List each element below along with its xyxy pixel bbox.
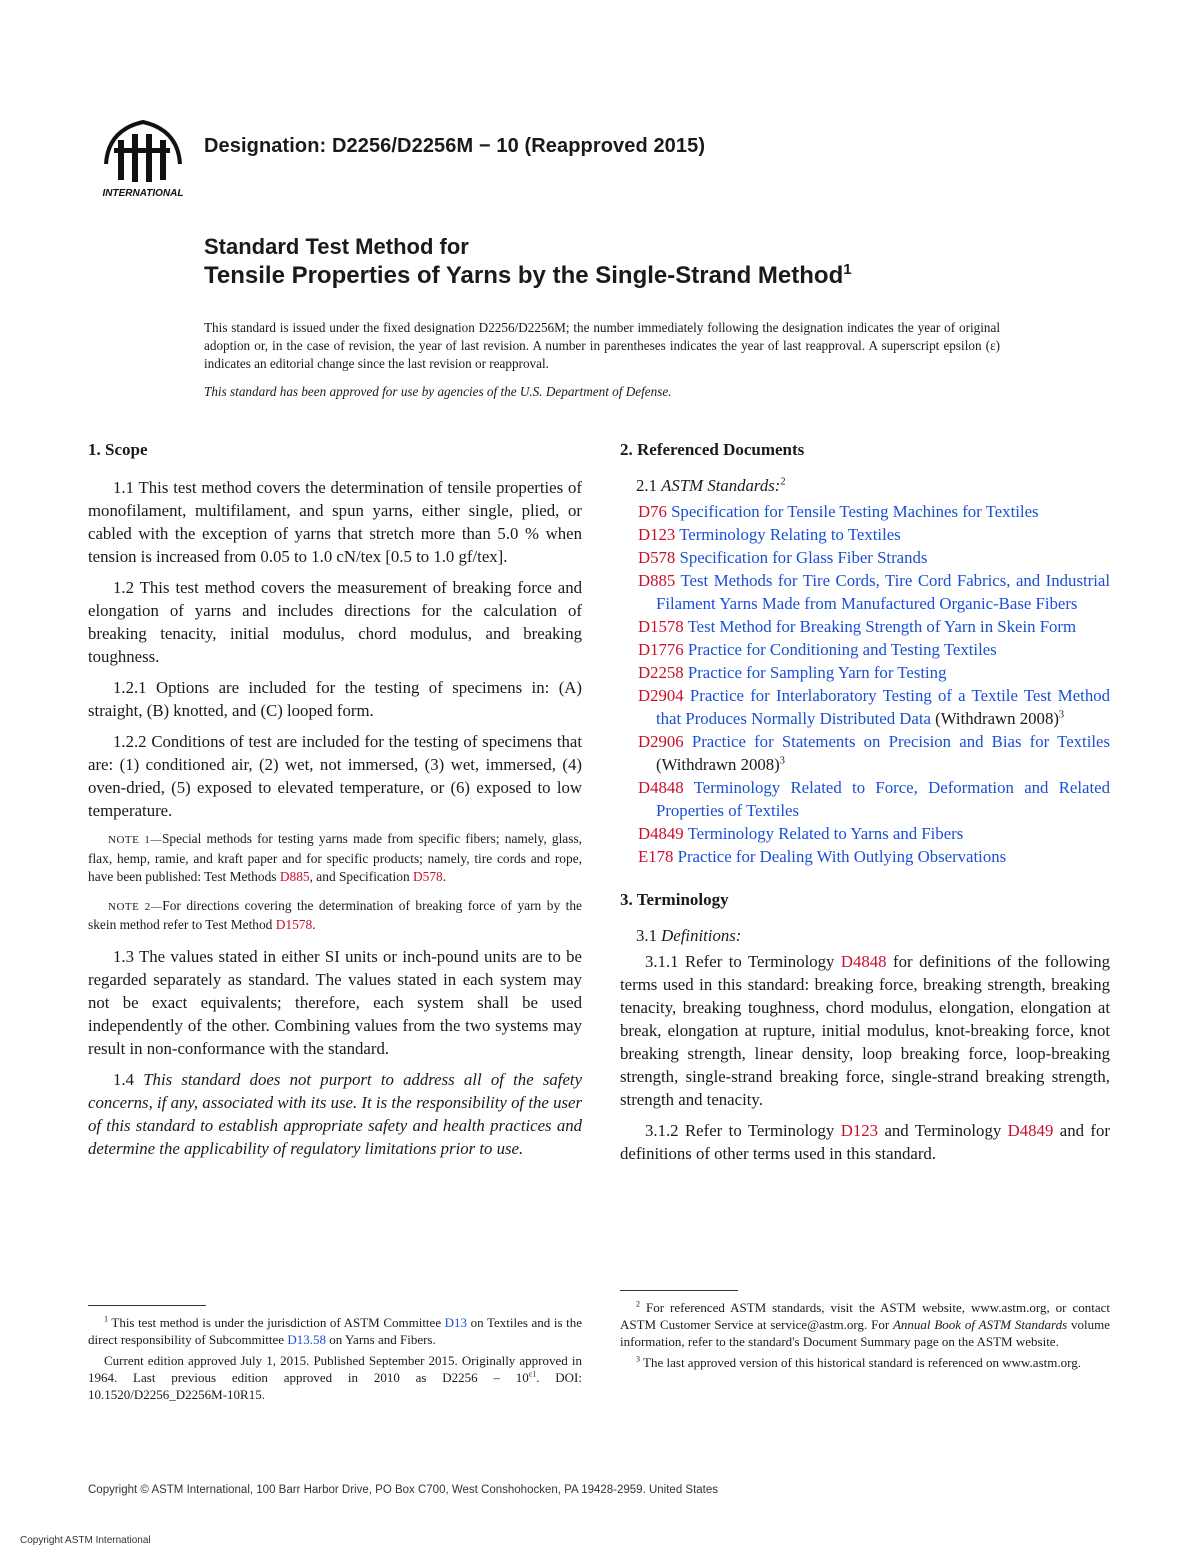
- ref-link-d4848[interactable]: D4848: [840, 952, 887, 971]
- epsilon-mark: ε1: [528, 1369, 537, 1379]
- para-1-3: 1.3 The values stated in either SI units or inch-pound units are to be regarded separately as standard. The values stated in each system may not be exact equivalents; therefore, each system shall be used independently of the other. Combining values from the two systems may result in non-conformance with the standard.: [88, 946, 582, 1058]
- para-3-1-2: [620, 1119, 1110, 1165]
- subcommittee-link-d13-58[interactable]: D13.58: [287, 1332, 326, 1347]
- footnote-3-mark: 3: [636, 1354, 641, 1364]
- doc-title-link[interactable]: Practice for Interlaboratory Testing of a Textile Test Method that Produces Normally Distributed Data: [656, 686, 1110, 728]
- footnote-2: [620, 1299, 1110, 1350]
- committee-link-d13[interactable]: D13: [444, 1315, 468, 1330]
- referenced-heading: 2. Referenced Documents: [620, 440, 805, 459]
- doc-withdrawn-note: (Withdrawn 2008): [930, 709, 1059, 728]
- referenced-document-item: [638, 638, 1110, 661]
- note-1-text-b: , and Specification: [309, 869, 413, 884]
- para-1-2-2: 1.2.2 Conditions of test are included for the testing of specimens that are: (1) conditioned air, (2) wet, not immersed, (3) wet, immersed, (4) oven-dried, (5) exposed to elevated temperature, or (6) exposed to low temperature.: [88, 732, 582, 820]
- footnote-rule-left: [88, 1305, 206, 1306]
- referenced-document-item: [638, 845, 1110, 868]
- doc-title-link[interactable]: Test Method for Breaking Strength of Yarn in Skein Form: [683, 617, 1077, 636]
- logo-subtitle: INTERNATIONAL: [102, 188, 184, 199]
- doc-withdrawn-note: (Withdrawn 2008): [656, 755, 780, 774]
- footnote-1-text-b: on Textiles and is the direct responsibility of Subcommittee: [88, 1315, 582, 1347]
- doi-text: . DOI: 10.1520/D2256_D2256M-10R15.: [88, 1370, 582, 1402]
- para-1-4-number: 1.4: [113, 1069, 144, 1089]
- doc-title-link[interactable]: Test Methods for Tire Cords, Tire Cord Fabrics, and Industrial Filament Yarns Made from Manufactured Organic-Base Fibers: [656, 571, 1110, 613]
- right-footnotes: [620, 1290, 1110, 1375]
- scope-heading: 1. Scope: [88, 440, 148, 459]
- referenced-document-item: [638, 523, 1110, 546]
- note-1: [88, 830, 582, 887]
- ref-link-d578[interactable]: D578: [412, 869, 443, 884]
- note-2-text-b: .: [312, 917, 316, 932]
- ref-link-d123[interactable]: D123: [840, 1121, 879, 1140]
- standard-issuance-note: This standard is issued under the fixed designation D2256/D2256M; the number immediately following the designation indicates the year of original adoption or, in the case of revision, the year of last revision. A number in parentheses indicates the year of last reapproval. A superscript epsilon (ε) indicates an editorial change since the last revision or reapproval.: [204, 320, 1000, 371]
- note-2-text: For directions covering the determination of breaking force of yarn by the skein method refer to Test Method: [88, 897, 583, 932]
- doc-footnote-mark: 3: [1058, 709, 1065, 721]
- copyright-line: Copyright © ASTM International, 100 Barr Harbor Drive, PO Box C700, West Conshohocken, PA 19428-2959. United States: [88, 1484, 719, 1496]
- title-footnote-mark: 1: [843, 261, 852, 278]
- title-line-2: [204, 262, 852, 290]
- para-3-1-2-text: 3.1.2 Refer to Terminology: [645, 1121, 841, 1140]
- doc-title-link[interactable]: Terminology Relating to Textiles: [675, 525, 901, 544]
- doc-title-link[interactable]: Specification for Tensile Testing Machines for Textiles: [666, 502, 1039, 521]
- referenced-document-item: [638, 730, 1110, 776]
- annual-book-title: Annual Book of ASTM Standards: [892, 1317, 1068, 1332]
- referenced-documents-list: [620, 500, 1110, 868]
- para-3-1-1-text-b: for definitions of the following terms used in this standard: breaking force, breaking strength, breaking tenacity, breaking toughness, chord modulus, elongation, elongation at break, elongation at rupture, initial modulus, knot-breaking force, knot breaking strength, linear density, loop breaking force, loop-breaking strength, single-strand breaking force, single-strand breaking strength, strength and tenacity.: [620, 952, 1110, 1109]
- doc-code-link[interactable]: D76: [638, 502, 667, 521]
- referenced-document-item: [638, 546, 1110, 569]
- sub-2-1-footnote-mark: 2: [780, 476, 786, 488]
- doc-code-link[interactable]: D1776: [638, 640, 684, 659]
- referenced-document-item: [638, 684, 1110, 730]
- referenced-document-item: [638, 822, 1110, 845]
- footnote-2-text-b: volume information, refer to the standard's Document Summary page on the ASTM website.: [620, 1317, 1111, 1349]
- doc-footnote-mark: 3: [779, 755, 785, 767]
- para-1-4: [88, 1068, 582, 1160]
- referenced-document-item: [638, 615, 1110, 638]
- doc-title-link[interactable]: Practice for Sampling Yarn for Testing: [683, 663, 947, 682]
- footnote-3: [620, 1354, 1110, 1371]
- copyright-small: Copyright ASTM International: [20, 1535, 151, 1546]
- title-text: Tensile Properties of Yarns by the Single-Strand Method: [204, 262, 844, 289]
- footnote-1-edition: [88, 1352, 582, 1403]
- note-2: [88, 897, 582, 935]
- title-line-1: Standard Test Method for: [204, 234, 469, 259]
- para-1-2: 1.2 This test method covers the measurement of breaking force and elongation of yarns and includes directions for the calculation of breaking tenacity, initial modulus, chord modulus, and breaking toughness.: [88, 578, 582, 666]
- doc-code-link[interactable]: D2904: [638, 686, 684, 705]
- footnote-1-text-c: on Yarns and Fibers.: [325, 1332, 436, 1347]
- doc-title-link[interactable]: Practice for Statements on Precision and Bias for Textiles: [683, 732, 1110, 751]
- para-3-1-1-text: 3.1.1 Refer to Terminology: [645, 952, 841, 971]
- para-3-1-1: [620, 950, 1110, 1111]
- doc-code-link[interactable]: D578: [638, 548, 676, 567]
- doc-code-link[interactable]: D123: [638, 525, 676, 544]
- doc-title-link[interactable]: Practice for Conditioning and Testing Textiles: [683, 640, 997, 659]
- ref-link-d885[interactable]: D885: [279, 869, 310, 884]
- ref-link-d1578[interactable]: D1578: [275, 917, 313, 932]
- right-column: [620, 440, 1110, 1173]
- referenced-document-item: [638, 569, 1110, 615]
- doc-title-link[interactable]: Specification for Glass Fiber Strands: [675, 548, 928, 567]
- para-1-4-text: This standard does not purport to address all of the safety concerns, if any, associated with its use. It is the responsibility of the user of this standard to establish appropriate safety and health practices and determine the applicability of regulatory limitations prior to use.: [88, 1069, 583, 1158]
- ref-link-d4849[interactable]: D4849: [1007, 1121, 1054, 1140]
- definitions-subheading: [620, 926, 1110, 946]
- footnote-1-text: This test method is under the jurisdiction of ASTM Committee: [111, 1315, 445, 1330]
- note-2-label: NOTE 2—: [108, 900, 163, 913]
- para-1-1: 1.1 This test method covers the determination of tensile properties of monofilament, multifilament, and spun yarns, either single, plied, or cabled with the exception of yarns that stretch more than 5.0 % when tension is increased from 0.05 to 1.0 cN/tex [0.5 to 1.0 gf/tex].: [88, 478, 582, 566]
- doc-title-link[interactable]: Terminology Related to Force, Deformation and Related Properties of Textiles: [656, 778, 1110, 820]
- sub-2-1-text: ASTM Standards:: [661, 476, 781, 495]
- referenced-document-item: [638, 661, 1110, 684]
- doc-code-link[interactable]: D4849: [638, 824, 684, 843]
- designation: Designation: D2256/D2256M − 10 (Reapproved 2015): [204, 135, 706, 157]
- dod-approval-note: This standard has been approved for use by agencies of the U.S. Department of Defense.: [204, 384, 672, 399]
- footnote-2-text: For referenced ASTM standards, visit the ASTM website, www.astm.org, or contact ASTM Customer Service at service@astm.org. For: [620, 1300, 1110, 1332]
- doc-code-link[interactable]: D885: [638, 571, 676, 590]
- left-footnotes: [88, 1305, 582, 1407]
- doc-title-link[interactable]: Terminology Related to Yarns and Fibers: [683, 824, 964, 843]
- footnote-2-mark: 2: [636, 1299, 641, 1309]
- note-1-text: Special methods for testing yarns made from specific fibers; namely, glass, flax, hemp, ramie, and kraft paper and for specific products; namely, tire cords and rope, have been published: Test Methods: [88, 831, 583, 884]
- sub-2-1-number: 2.1: [636, 476, 662, 495]
- terminology-heading: 3. Terminology: [620, 890, 729, 909]
- doc-code-link[interactable]: E178: [638, 847, 674, 866]
- doc-code-link[interactable]: D2906: [638, 732, 684, 751]
- footnote-1-mark: 1: [104, 1314, 109, 1324]
- doc-title-link[interactable]: Practice for Dealing With Outlying Observations: [673, 847, 1007, 866]
- edition-text: Current edition approved July 1, 2015. Published September 2015. Originally approved in 1964. Last previous edition approved in 2010 as D2256 – 10: [88, 1353, 582, 1385]
- footnote-1: [88, 1314, 582, 1348]
- astm-logo: [88, 112, 198, 200]
- para-1-2-1: 1.2.1 Options are included for the testing of specimens in: (A) straight, (B) knotted, and (C) looped form.: [88, 678, 582, 720]
- sub-3-1-text: Definitions:: [661, 926, 742, 945]
- doc-code-link[interactable]: D1578: [638, 617, 684, 636]
- doc-code-link[interactable]: D4848: [638, 778, 684, 797]
- referenced-document-item: [638, 776, 1110, 822]
- note-1-text-c: .: [442, 869, 447, 884]
- referenced-document-item: [638, 500, 1110, 523]
- para-3-1-2-text-b: and Terminology: [878, 1121, 1008, 1140]
- astm-standards-subheading: [620, 476, 1110, 496]
- note-1-label: NOTE 1—: [108, 834, 162, 846]
- sub-3-1-number: 3.1: [636, 926, 662, 945]
- para-3-1-2-text-c: and for definitions of other terms used in this standard.: [620, 1121, 1110, 1163]
- doc-code-link[interactable]: D2258: [638, 663, 684, 682]
- left-column: [88, 440, 582, 1168]
- footnote-rule-right: [620, 1290, 738, 1291]
- footnote-3-text: The last approved version of this historical standard is referenced on www.astm.org.: [643, 1355, 1081, 1370]
